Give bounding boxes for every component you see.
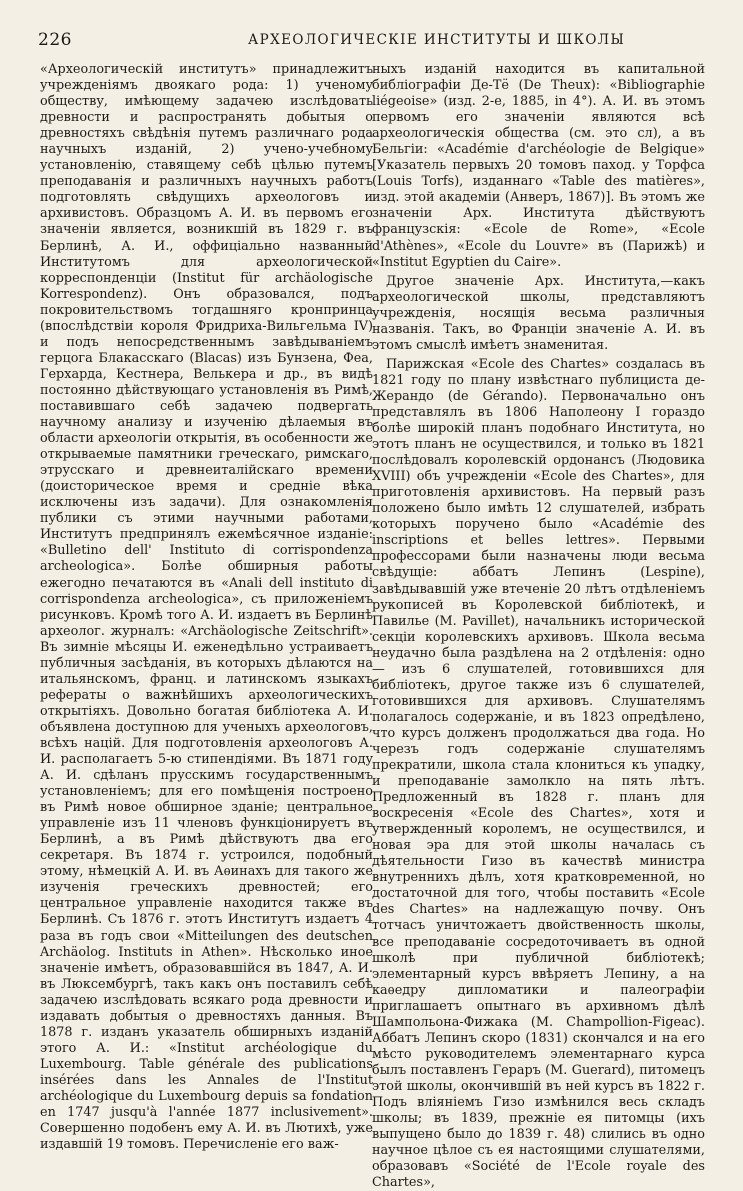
page-header <box>38 30 709 56</box>
page-number: 226 <box>38 30 72 50</box>
right-column <box>372 62 705 1191</box>
paragraph: Парижская «Ecole des Chartes» создалась въ 1821 году по плану извѣстнаго публициста де-Жерандо (de Gérando). Первоначально онъ представлялъ въ 1806 Наполеону I гораздо болѣе широкій планъ подобнаго Института, но этотъ планъ не осуществился, и только въ 1821 послѣдовалъ королевскій ордонансъ (Людовика XVIII) объ учрежденіи «Ecole des Chartes», для приготовленія архивистовъ. На первый разъ положено было имѣть 12 слушателей, избрать которыхъ поручено было «Académie des inscriptions et belles lettres». Первыми профессорами были назначены люди весьма свѣдущіе: аббатъ Лепинъ (Lespine), завѣдывавшій уже втеченіе 20 лѣтъ отдѣленіемъ рукописей въ Королевской библіотекѣ, и Павилье (M. Pavillet), начальникъ исторической секціи королевскихъ архивовъ. Школа весьма неудачно была раздѣлена на 2 отдѣленія: одно — изъ 6 слушателей, готовившихся для библіотекъ, другое также изъ 6 слушателей, готовившихся для архивовъ. Слушателямъ полагалось содержаніе, и въ 1823 опредѣлено, что курсъ долженъ продолжаться два года. Но черезъ годъ содержаніе слушателямъ прекратили, школа стала клониться къ упадку, и преподаваніе замолкло на пять лѣтъ. Предложенный въ 1828 г. планъ для воскресенія «Ecole des Chartes», хотя и утвержденный королемъ, не осуществился, и новая эра для этой школы началась съ дѣятельности Гизо въ качествѣ министра внутреннихъ дѣлъ, хотя кратковременной, но достаточной для того, чтобы поставить «Ecole des Chartes» на надлежащую почву. Онъ тотчасъ уничтожаетъ двойственность школы, все преподаваніе сосредоточиваетъ въ одной школѣ при публичной библіотекѣ; элементарный курсъ ввѣряетъ Лепину, а на каѳедру дипломатики и палеографіи приглашаетъ опытнаго въ архивномъ дѣлѣ Шампольона-Фижака (M. Champollion-Figeac). Аббатъ Лепинъ скоро (1831) скончался и на его мѣсто руководителемъ элементарнаго курса былъ поставленъ Гераръ (M. Guerard), питомецъ этой школы, окончившій въ ней курсъ въ 1822 г. Подъ вліяніемъ Гизо измѣнился весь складъ школы; въ 1839, прежніе ея питомцы (ихъ выпущено было до 1839 г. 48) слились въ одно научное цѣлое съ ея настоящими слушателями, образовавъ «Société de l'Ecole royale des Chartes», <box>372 356 705 1191</box>
left-column <box>40 62 373 1153</box>
paragraph: ныхъ изданій находится въ капитальной библіографіи Де-Тё (De Theux): «Bibliographie liégeoise» (изд. 2-е, 1885, in 4°). А. И. въ этомъ первомъ его значеніи являются всѣ археологическія общества (см. это сл), а въ Бельгіи: «Académie d'archéologie de Belgique» [Указатель первыхъ 20 томовъ паход. у Торфса (Louis Torfs), изданнаго «Table des matières», изд. этой академіи (Анверъ, 1867)]. Въ этомъ же значеніи Арх. Института дѣйствуютъ французскія: «Ecole de Rome», «Ecole d'Athènes», «Ecole du Louvre» въ (Парижѣ) и «Institut Egyptien du Caire». <box>372 62 705 270</box>
paragraph: «Археологическій институтъ» принадлежитъ учрежденіямъ двоякаго рода: 1) ученому обществу, имѣющему задачею изслѣдовать древности и распространять добытыя о древностяхъ свѣдѣнія путемъ различнаго рода научныхъ изданій, 2) учено-учебному установленію, ставящему себѣ цѣлью путемъ преподаванія и различныхъ научныхъ работъ подготовлять свѣдущихъ археологовъ и архивистовъ. Образцомъ А. И. въ первомъ его значеніи является, возникшій въ 1829 г. въ Берлинѣ, А. И., оффиціально названный Институтомъ для археологической корреспонденціи (Institut für archäologische Korrespondenz). Онъ образовался, подъ покровительствомъ тогдашняго кронпринца (впослѣдствіи короля Фридриха-Вильгельма IV) и подъ непосредственнымъ завѣдываніемъ герцога Блакасскаго (Blacas) изъ Бунзена, Феа, Герхарда, Кестнера, Велькера и др., въ видѣ постоянно дѣйствующаго установленія въ Римѣ, поставившаго себѣ задачею подвергать научному анализу и изученію дѣлаемыя въ области археологіи открытія, въ особенности же открываемые памятники греческаго, римскаго, этрусскаго и древнеиталійскаго времени (доисторическое время и средніе вѣка исключены изъ задачи). Для ознакомленія публики съ этими научными работами, Институтъ предпринялъ ежемѣсячное изданіе: «Bulletino dell' Instituto di corrispondenza archeologica». Болѣе обширныя работы ежегодно печатаются въ «Anali dell instituto di corrispondenza archeologica», съ приложеніемъ рисунковъ. Кромѣ того А. И. издаетъ въ Берлинѣ археолог. журналъ: «Archäologische Zeitschrift». Въ зимніе мѣсяцы И. еженедѣльно устраиваетъ публичныя засѣданія, въ которыхъ дѣлаются на итальянскомъ, франц. и латинскомъ языкахъ рефераты о важнѣйшихъ археологическихъ открытіяхъ. Довольно богатая библіотека А. И. объявлена доступною для ученыхъ археологовъ, всѣхъ націй. Для подготовленія археологовъ А. И. располагаетъ 5-ю стипендіями. Въ 1871 году А. И. сдѣланъ прусскимъ государственнымъ установленіемъ; для его помѣщенія построено въ Римѣ новое обширное зданіе; центральное управленіе изъ 11 членовъ функціонируетъ въ Берлинѣ, а въ Римѣ дѣйствуютъ два его секретаря. Въ 1874 г. устроился, подобный этому, нѣмецкій А. И. въ Аѳинахъ для такого же изученія греческихъ древностей; его центральное управленіе находится также въ Берлинѣ. Съ 1876 г. этотъ Институтъ издаетъ 4 раза въ годъ свои «Mitteilungen des deutschen Archäolog. Instituts in Athen». Нѣсколько иное значеніе имѣетъ, образовавшійся въ 1847, А. И. въ Люксембургѣ, такъ какъ онъ поставилъ себѣ задачею изслѣдовать всякаго рода древности и издавать добытыя о древностяхъ данныя. Въ 1878 г. изданъ указатель обширныхъ изданій этого А. И.: «Institut archéologique du Luxembourg. Table générale des publications insérées dans les Annales de l'Institut archéologique du Luxembourg depuis sa fondation en 1747 jusqu'à l'année 1877 inclusivement». Совершенно подобенъ ему А. И. въ Лютихѣ, уже издавшій 19 томовъ. Перечисленіе его важ- <box>40 62 373 1153</box>
paragraph: Другое значеніе Арх. Института,—какъ археологической школы, представляютъ учрежденія, носящія весьма различныя названія. Такъ, во Франціи значеніе А. И. въ этомъ смыслѣ имѣетъ знаменитая. <box>372 273 705 353</box>
running-title: АРХЕОЛОГИЧЕСКІЕ ИНСТИТУТЫ И ШКОЛЫ <box>248 32 626 48</box>
